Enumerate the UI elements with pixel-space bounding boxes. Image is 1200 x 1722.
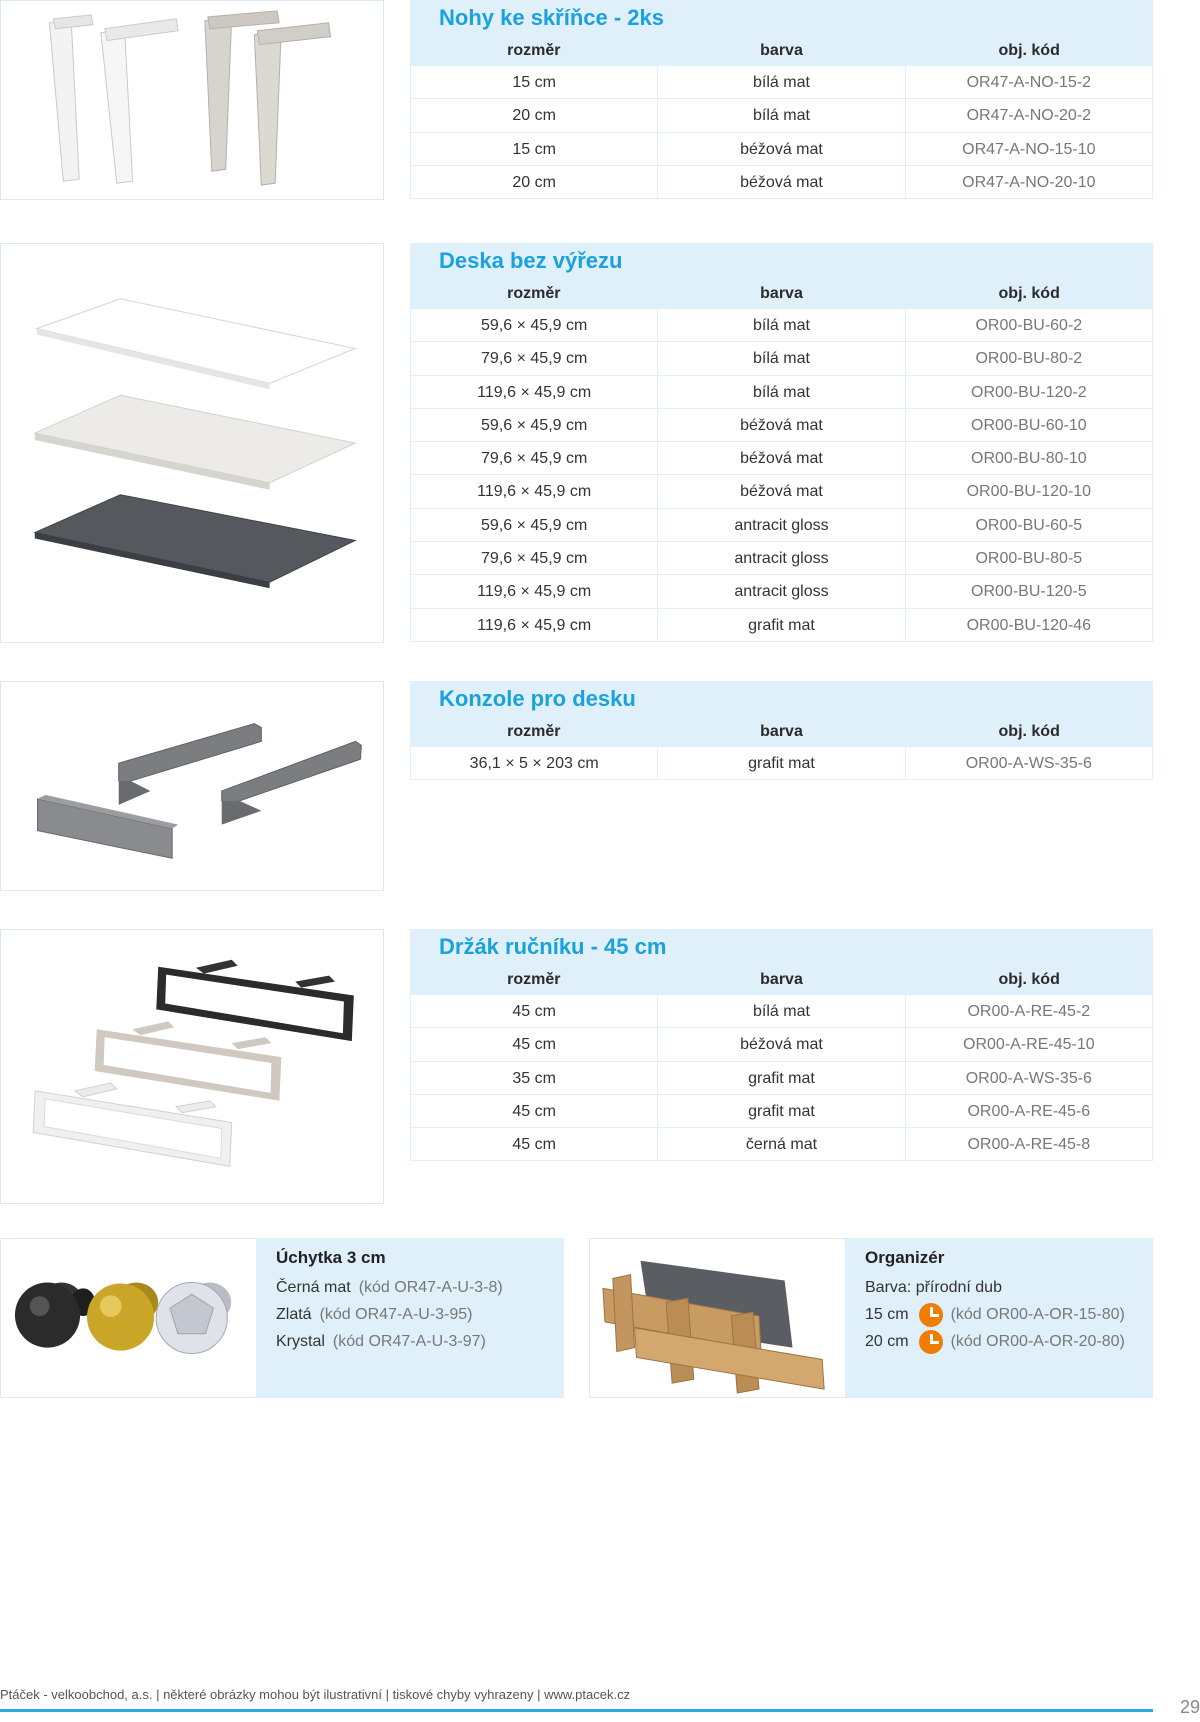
cell-size: 119,6 × 45,9 cm bbox=[410, 475, 658, 507]
cell-color: béžová mat bbox=[658, 1028, 905, 1060]
cell-color: grafit mat bbox=[658, 609, 905, 641]
list-item bbox=[276, 1301, 544, 1328]
cell-size: 79,6 × 45,9 cm bbox=[410, 442, 658, 474]
col-color: barva bbox=[760, 971, 803, 988]
col-color: barva bbox=[760, 723, 803, 740]
knobs-illustration bbox=[1, 1239, 256, 1397]
table-row bbox=[410, 1095, 1153, 1128]
cell-color: černá mat bbox=[658, 1128, 905, 1160]
table-header bbox=[410, 36, 1153, 66]
legs-image bbox=[0, 0, 384, 200]
cell-size: 35 cm bbox=[410, 1062, 658, 1094]
footer-text: Ptáček - velkoobchod, a.s. | některé obrázky mohou být ilustrativní | tiskové chyby vyhrazeny | www.ptacek.cz bbox=[0, 1687, 631, 1702]
cell-color: béžová mat bbox=[658, 166, 905, 198]
cell-color: bílá mat bbox=[658, 99, 905, 131]
cell-color: antracit gloss bbox=[658, 575, 905, 607]
variant-name: Černá mat bbox=[276, 1279, 351, 1296]
cell-code: OR47-A-NO-15-2 bbox=[906, 66, 1153, 98]
page-number: 29 bbox=[1179, 1697, 1200, 1717]
table-row bbox=[410, 509, 1153, 542]
variant-code: (kód OR00-A-OR-15-80) bbox=[950, 1306, 1125, 1323]
table-row bbox=[410, 609, 1153, 642]
organizer-info bbox=[845, 1238, 1153, 1398]
cell-color: béžová mat bbox=[658, 409, 905, 441]
variant-size: 15 cm bbox=[865, 1306, 909, 1323]
cell-code: OR00-A-RE-45-6 bbox=[906, 1095, 1153, 1127]
cell-size: 45 cm bbox=[410, 1128, 658, 1160]
cell-code: OR00-BU-60-10 bbox=[906, 409, 1153, 441]
col-code: obj. kód bbox=[998, 723, 1060, 740]
cell-code: OR00-BU-60-2 bbox=[906, 309, 1153, 341]
cell-code: OR00-BU-60-5 bbox=[906, 509, 1153, 541]
variant-code: (kód OR47-A-U-3-95) bbox=[319, 1306, 473, 1323]
desk-image bbox=[0, 243, 384, 643]
cell-color: béžová mat bbox=[658, 442, 905, 474]
cell-code: OR00-A-WS-35-6 bbox=[906, 747, 1153, 779]
variant-name: Krystal bbox=[276, 1333, 325, 1350]
organizer-title: Organizér bbox=[865, 1248, 945, 1267]
cell-code: OR00-BU-120-5 bbox=[906, 575, 1153, 607]
variant-size: 20 cm bbox=[865, 1333, 909, 1350]
handle-info bbox=[256, 1238, 564, 1398]
cell-size: 59,6 × 45,9 cm bbox=[410, 509, 658, 541]
console-illustration bbox=[1, 682, 383, 890]
cell-size: 45 cm bbox=[410, 1028, 658, 1060]
delivery-time-icon bbox=[919, 1330, 943, 1354]
towel-holder-image bbox=[0, 929, 384, 1204]
cell-code: OR47-A-NO-15-10 bbox=[906, 133, 1153, 165]
cell-size: 15 cm bbox=[410, 133, 658, 165]
product-title: Deska bez výřezu bbox=[410, 243, 1153, 279]
product-towel-holder bbox=[410, 929, 1153, 1161]
cell-size: 79,6 × 45,9 cm bbox=[410, 542, 658, 574]
cell-code: OR00-BU-80-5 bbox=[906, 542, 1153, 574]
product-desk bbox=[410, 243, 1153, 642]
cell-size: 119,6 × 45,9 cm bbox=[410, 376, 658, 408]
table-row bbox=[410, 66, 1153, 99]
col-size: rozměr bbox=[507, 723, 561, 740]
cell-code: OR00-BU-80-10 bbox=[906, 442, 1153, 474]
cell-color: béžová mat bbox=[658, 475, 905, 507]
cell-size: 59,6 × 45,9 cm bbox=[410, 409, 658, 441]
cell-color: grafit mat bbox=[658, 1062, 905, 1094]
cell-color: grafit mat bbox=[658, 747, 905, 779]
col-size: rozměr bbox=[507, 971, 561, 988]
cell-color: bílá mat bbox=[658, 309, 905, 341]
product-title: Nohy ke skříňce - 2ks bbox=[410, 0, 1153, 36]
cell-code: OR00-BU-120-46 bbox=[906, 609, 1153, 641]
desk-illustration bbox=[1, 244, 383, 642]
cell-color: béžová mat bbox=[658, 133, 905, 165]
table-header bbox=[410, 717, 1153, 747]
table-row bbox=[410, 409, 1153, 442]
cell-code: OR00-A-RE-45-2 bbox=[906, 995, 1153, 1027]
table-row bbox=[410, 995, 1153, 1028]
product-console bbox=[410, 681, 1153, 780]
variant-code: (kód OR00-A-OR-20-80) bbox=[950, 1333, 1125, 1350]
cell-size: 20 cm bbox=[410, 99, 658, 131]
table-row bbox=[410, 575, 1153, 608]
cell-color: bílá mat bbox=[658, 342, 905, 374]
col-color: barva bbox=[760, 42, 803, 59]
organizer-illustration bbox=[590, 1239, 845, 1397]
cell-size: 20 cm bbox=[410, 166, 658, 198]
delivery-time-icon bbox=[919, 1303, 943, 1327]
table-row bbox=[410, 542, 1153, 575]
col-size: rozměr bbox=[507, 42, 561, 59]
col-size: rozměr bbox=[507, 285, 561, 302]
towel-holder-illustration bbox=[1, 930, 383, 1203]
handle-image bbox=[0, 1238, 256, 1398]
cell-code: OR47-A-NO-20-10 bbox=[906, 166, 1153, 198]
cell-code: OR00-BU-120-2 bbox=[906, 376, 1153, 408]
product-title: Konzole pro desku bbox=[410, 681, 1153, 717]
cell-code: OR47-A-NO-20-2 bbox=[906, 99, 1153, 131]
col-color: barva bbox=[760, 285, 803, 302]
cell-color: grafit mat bbox=[658, 1095, 905, 1127]
cell-color: bílá mat bbox=[658, 995, 905, 1027]
product-legs bbox=[410, 0, 1153, 199]
table-row bbox=[410, 1128, 1153, 1161]
table-row bbox=[410, 342, 1153, 375]
cell-color: antracit gloss bbox=[658, 542, 905, 574]
table-row bbox=[410, 1062, 1153, 1095]
cell-size: 45 cm bbox=[410, 995, 658, 1027]
organizer-image bbox=[589, 1238, 845, 1398]
variant-name: Zlatá bbox=[276, 1306, 312, 1323]
list-item bbox=[276, 1274, 544, 1301]
cell-size: 59,6 × 45,9 cm bbox=[410, 309, 658, 341]
cell-size: 79,6 × 45,9 cm bbox=[410, 342, 658, 374]
table-row bbox=[410, 442, 1153, 475]
cell-size: 15 cm bbox=[410, 66, 658, 98]
cell-size: 119,6 × 45,9 cm bbox=[410, 609, 658, 641]
table-row bbox=[410, 475, 1153, 508]
list-item bbox=[865, 1301, 1133, 1328]
cell-color: bílá mat bbox=[658, 376, 905, 408]
cell-code: OR00-A-WS-35-6 bbox=[906, 1062, 1153, 1094]
cell-color: bílá mat bbox=[658, 66, 905, 98]
product-title: Držák ručníku - 45 cm bbox=[410, 929, 1153, 965]
cell-code: OR00-BU-80-2 bbox=[906, 342, 1153, 374]
table-header bbox=[410, 279, 1153, 309]
list-item bbox=[865, 1328, 1133, 1355]
list-item bbox=[276, 1328, 544, 1355]
legs-illustration bbox=[1, 1, 383, 199]
col-code: obj. kód bbox=[998, 42, 1060, 59]
handle-title: Úchytka 3 cm bbox=[276, 1248, 386, 1267]
col-code: obj. kód bbox=[998, 285, 1060, 302]
table-row bbox=[410, 376, 1153, 409]
table-row bbox=[410, 1028, 1153, 1061]
cell-code: OR00-BU-120-10 bbox=[906, 475, 1153, 507]
footer-divider bbox=[0, 1709, 1153, 1712]
table-row bbox=[410, 309, 1153, 342]
console-image bbox=[0, 681, 384, 891]
cell-color: antracit gloss bbox=[658, 509, 905, 541]
table-row bbox=[410, 133, 1153, 166]
variant-code: (kód OR47-A-U-3-8) bbox=[358, 1279, 503, 1296]
col-code: obj. kód bbox=[998, 971, 1060, 988]
organizer-color: Barva: přírodní dub bbox=[865, 1279, 1002, 1296]
cell-code: OR00-A-RE-45-10 bbox=[906, 1028, 1153, 1060]
variant-code: (kód OR47-A-U-3-97) bbox=[332, 1333, 486, 1350]
table-row bbox=[410, 747, 1153, 780]
table-row bbox=[410, 99, 1153, 132]
cell-size: 119,6 × 45,9 cm bbox=[410, 575, 658, 607]
cell-code: OR00-A-RE-45-8 bbox=[906, 1128, 1153, 1160]
cell-size: 45 cm bbox=[410, 1095, 658, 1127]
cell-size: 36,1 × 5 × 203 cm bbox=[410, 747, 658, 779]
table-header bbox=[410, 965, 1153, 995]
table-row bbox=[410, 166, 1153, 199]
